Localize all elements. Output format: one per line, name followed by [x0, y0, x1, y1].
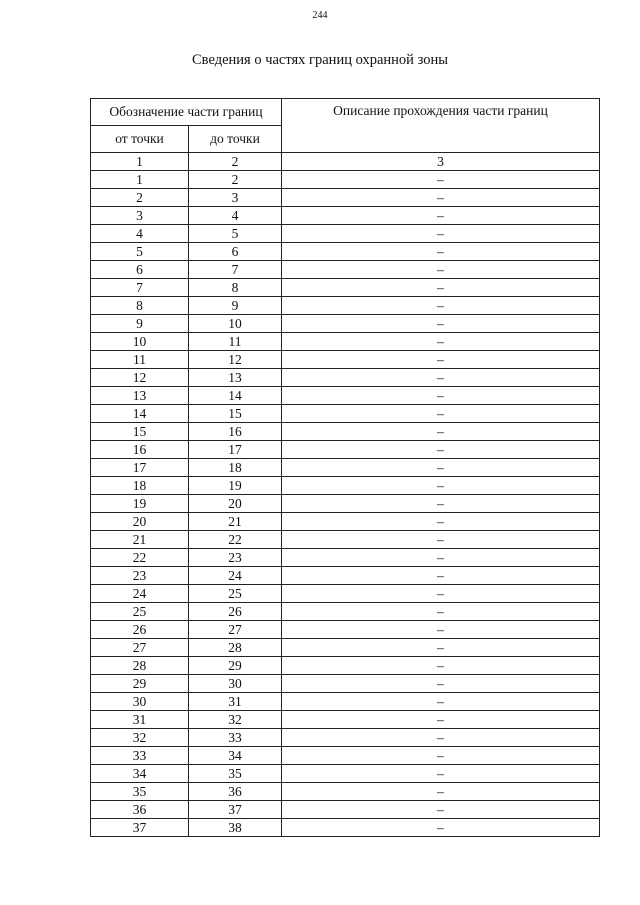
table-row: [91, 297, 600, 315]
table-row: [91, 585, 600, 603]
header-to-point: до точки: [189, 126, 282, 153]
table-row: [91, 243, 600, 261]
table-row: [91, 531, 600, 549]
table-row: [91, 315, 600, 333]
description-cell: –: [282, 207, 600, 225]
table-row: [91, 405, 600, 423]
table-row: [91, 729, 600, 747]
description-cell: –: [282, 243, 600, 261]
from-point-cell: 19: [91, 495, 189, 513]
from-point-cell: 9: [91, 315, 189, 333]
header-boundary-description: Описание прохождения части границ: [282, 99, 600, 153]
to-point-cell: 17: [189, 441, 282, 459]
to-point-cell: 12: [189, 351, 282, 369]
from-point-cell: 32: [91, 729, 189, 747]
from-point-cell: 31: [91, 711, 189, 729]
from-point-cell: 33: [91, 747, 189, 765]
description-cell: –: [282, 297, 600, 315]
from-point-cell: 36: [91, 801, 189, 819]
description-cell: –: [282, 423, 600, 441]
table-row: [91, 207, 600, 225]
table-row: [91, 693, 600, 711]
description-cell: –: [282, 567, 600, 585]
to-point-cell: 36: [189, 783, 282, 801]
table-row: [91, 549, 600, 567]
table-row: [91, 747, 600, 765]
description-cell: –: [282, 585, 600, 603]
column-number-row: [91, 153, 600, 171]
from-point-cell: 34: [91, 765, 189, 783]
from-point-cell: 15: [91, 423, 189, 441]
from-point-cell: 3: [91, 207, 189, 225]
from-point-cell: 35: [91, 783, 189, 801]
table-row: [91, 423, 600, 441]
description-cell: –: [282, 657, 600, 675]
document-title: Сведения о частях границ охранной зоны: [192, 52, 448, 68]
description-cell: –: [282, 819, 600, 837]
description-cell: –: [282, 369, 600, 387]
table-row: [91, 675, 600, 693]
from-point-cell: 2: [91, 189, 189, 207]
description-cell: –: [282, 549, 600, 567]
from-point-cell: 27: [91, 639, 189, 657]
to-point-cell: 22: [189, 531, 282, 549]
table-row: [91, 819, 600, 837]
description-cell: –: [282, 513, 600, 531]
description-cell: –: [282, 621, 600, 639]
description-cell: –: [282, 225, 600, 243]
column-number-to: 2: [189, 153, 282, 171]
from-point-cell: 18: [91, 477, 189, 495]
to-point-cell: 29: [189, 657, 282, 675]
description-cell: –: [282, 639, 600, 657]
table-row: [91, 189, 600, 207]
table-row: [91, 477, 600, 495]
table-row: [91, 225, 600, 243]
to-point-cell: 35: [189, 765, 282, 783]
to-point-cell: 15: [189, 405, 282, 423]
description-cell: –: [282, 603, 600, 621]
table-row: [91, 603, 600, 621]
table-row: [91, 495, 600, 513]
from-point-cell: 1: [91, 171, 189, 189]
to-point-cell: 14: [189, 387, 282, 405]
table-row: [91, 441, 600, 459]
to-point-cell: 30: [189, 675, 282, 693]
table-row: [91, 261, 600, 279]
table-row: [91, 621, 600, 639]
from-point-cell: 29: [91, 675, 189, 693]
description-cell: –: [282, 441, 600, 459]
to-point-cell: 23: [189, 549, 282, 567]
to-point-cell: 27: [189, 621, 282, 639]
from-point-cell: 28: [91, 657, 189, 675]
description-cell: –: [282, 747, 600, 765]
description-cell: –: [282, 711, 600, 729]
description-cell: –: [282, 495, 600, 513]
from-point-cell: 16: [91, 441, 189, 459]
table-row: [91, 765, 600, 783]
table-row: [91, 801, 600, 819]
description-cell: –: [282, 477, 600, 495]
description-cell: –: [282, 387, 600, 405]
to-point-cell: 13: [189, 369, 282, 387]
boundary-table: [90, 152, 600, 837]
to-point-cell: 37: [189, 801, 282, 819]
from-point-cell: 23: [91, 567, 189, 585]
from-point-cell: 21: [91, 531, 189, 549]
to-point-cell: 24: [189, 567, 282, 585]
column-number-description: 3: [282, 153, 600, 171]
from-point-cell: 22: [91, 549, 189, 567]
table-row: [91, 657, 600, 675]
to-point-cell: 7: [189, 261, 282, 279]
to-point-cell: 20: [189, 495, 282, 513]
table-row: [91, 369, 600, 387]
to-point-cell: 9: [189, 297, 282, 315]
to-point-cell: 5: [189, 225, 282, 243]
description-cell: –: [282, 531, 600, 549]
table-row: [91, 333, 600, 351]
from-point-cell: 11: [91, 351, 189, 369]
to-point-cell: 32: [189, 711, 282, 729]
from-point-cell: 7: [91, 279, 189, 297]
to-point-cell: 38: [189, 819, 282, 837]
table-row: [91, 711, 600, 729]
table-row: [91, 639, 600, 657]
from-point-cell: 25: [91, 603, 189, 621]
from-point-cell: 24: [91, 585, 189, 603]
to-point-cell: 31: [189, 693, 282, 711]
to-point-cell: 6: [189, 243, 282, 261]
to-point-cell: 25: [189, 585, 282, 603]
from-point-cell: 8: [91, 297, 189, 315]
header-from-point: от точки: [91, 126, 189, 153]
description-cell: –: [282, 765, 600, 783]
to-point-cell: 34: [189, 747, 282, 765]
description-cell: –: [282, 693, 600, 711]
description-cell: –: [282, 459, 600, 477]
to-point-cell: 26: [189, 603, 282, 621]
to-point-cell: 2: [189, 171, 282, 189]
from-point-cell: 6: [91, 261, 189, 279]
to-point-cell: 4: [189, 207, 282, 225]
to-point-cell: 8: [189, 279, 282, 297]
description-cell: –: [282, 261, 600, 279]
description-cell: –: [282, 279, 600, 297]
description-cell: –: [282, 189, 600, 207]
description-cell: –: [282, 333, 600, 351]
table-row: [91, 387, 600, 405]
description-cell: –: [282, 405, 600, 423]
to-point-cell: 19: [189, 477, 282, 495]
column-number-from: 1: [91, 153, 189, 171]
table-header: [90, 98, 600, 153]
from-point-cell: 13: [91, 387, 189, 405]
description-cell: –: [282, 351, 600, 369]
to-point-cell: 10: [189, 315, 282, 333]
to-point-cell: 16: [189, 423, 282, 441]
from-point-cell: 26: [91, 621, 189, 639]
to-point-cell: 18: [189, 459, 282, 477]
table-row: [91, 783, 600, 801]
description-cell: –: [282, 783, 600, 801]
table-row: [91, 351, 600, 369]
description-cell: –: [282, 315, 600, 333]
page-number: 244: [312, 10, 328, 21]
table-body: [91, 153, 600, 837]
to-point-cell: 3: [189, 189, 282, 207]
table-row: [91, 171, 600, 189]
header-boundary-part-designation: Обозначение части границ: [91, 99, 282, 126]
table-row: [91, 279, 600, 297]
from-point-cell: 17: [91, 459, 189, 477]
description-cell: –: [282, 729, 600, 747]
from-point-cell: 37: [91, 819, 189, 837]
from-point-cell: 14: [91, 405, 189, 423]
from-point-cell: 5: [91, 243, 189, 261]
description-cell: –: [282, 801, 600, 819]
to-point-cell: 33: [189, 729, 282, 747]
from-point-cell: 20: [91, 513, 189, 531]
to-point-cell: 11: [189, 333, 282, 351]
description-cell: –: [282, 171, 600, 189]
from-point-cell: 4: [91, 225, 189, 243]
from-point-cell: 30: [91, 693, 189, 711]
table-row: [91, 567, 600, 585]
table-row: [91, 513, 600, 531]
to-point-cell: 28: [189, 639, 282, 657]
table-row: [91, 459, 600, 477]
from-point-cell: 10: [91, 333, 189, 351]
description-cell: –: [282, 675, 600, 693]
from-point-cell: 12: [91, 369, 189, 387]
to-point-cell: 21: [189, 513, 282, 531]
